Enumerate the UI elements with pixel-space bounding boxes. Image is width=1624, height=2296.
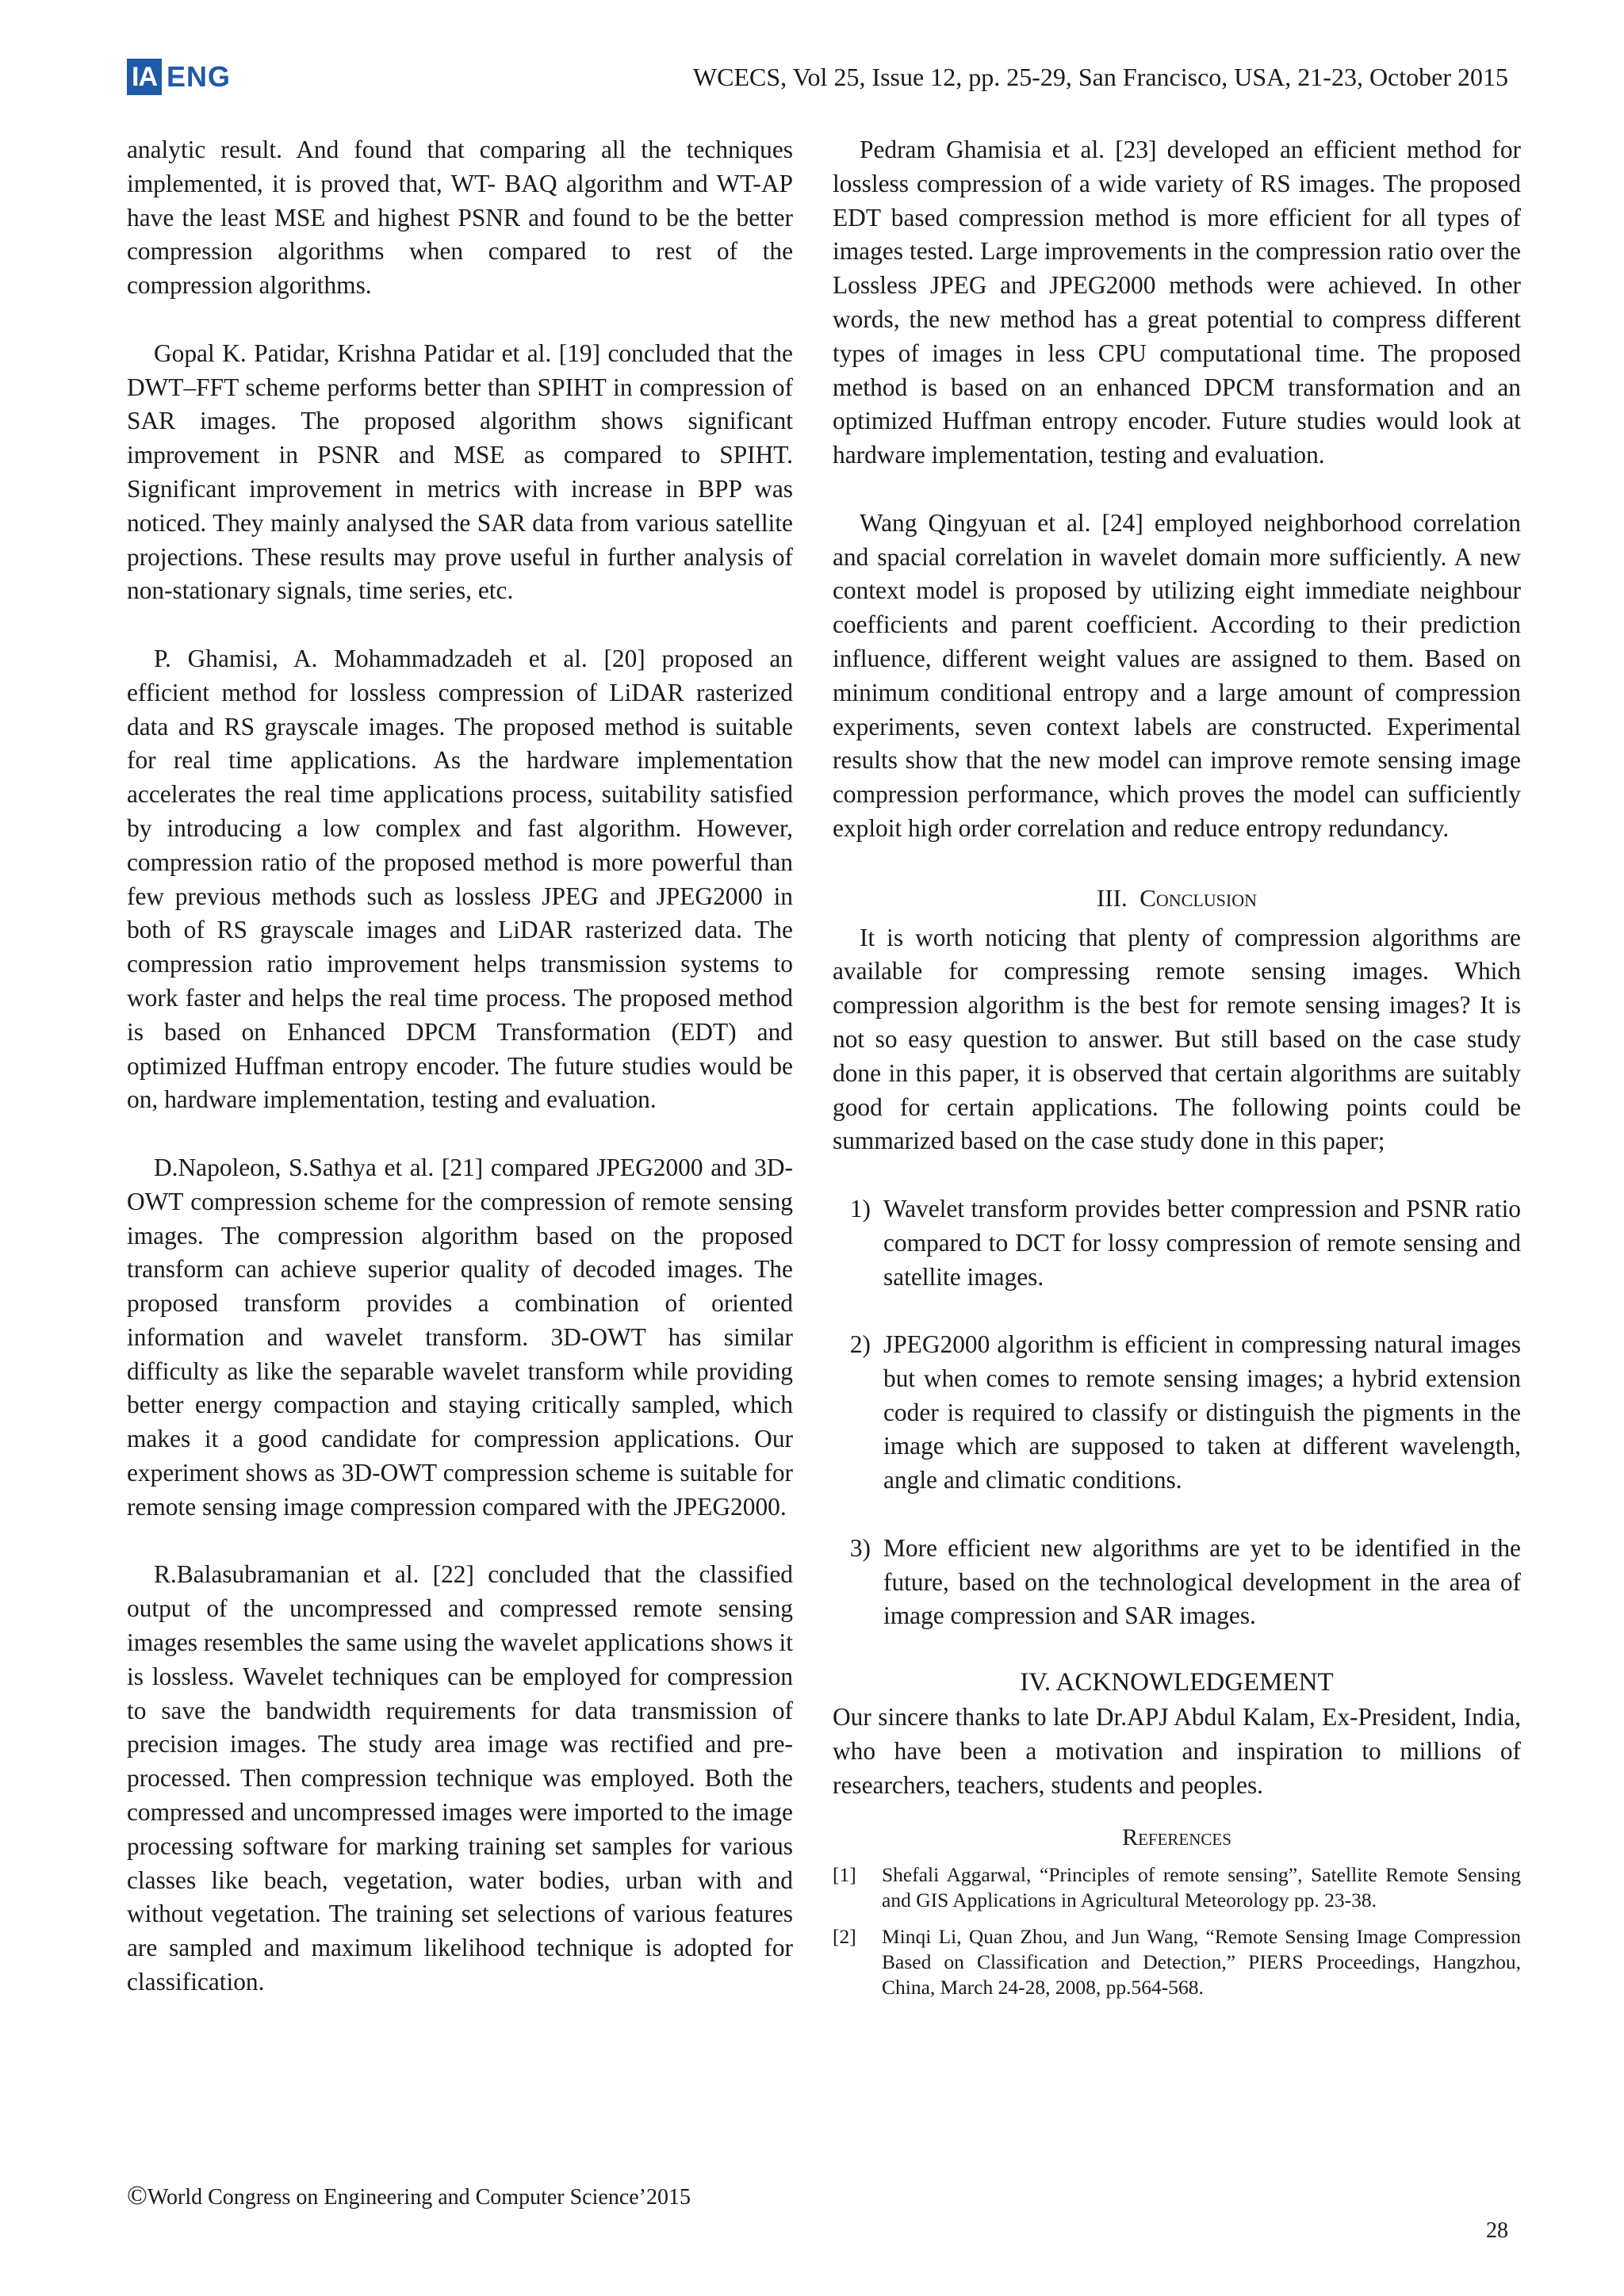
- list-item-number: 2): [849, 1330, 871, 1359]
- paragraph-ghamisi: P. Ghamisi, A. Mohammadzadeh et al. [20] proposed an efficient method for lossless compression of LiDAR rasterized data and RS grayscale images. The proposed method is suitable for real time applications. As the hardware implementation accelerates the real time applications process, suitability satisfied by introducing a low complex and fast algorithm. However, compression ratio of the proposed method is more powerful than few previous methods such as lossless JPEG and JPEG2000 in both of RS grayscale images and LiDAR rasterized data. The compression ratio improvement helps transmission systems to work faster and helps the real time process. The proposed method is based on Enhanced DPCM Transformation (EDT) and optimized Huffman entropy encoder. The future studies would be on, hardware implementation, testing and evaluation.: [127, 644, 793, 1114]
- logo-word: ENG: [167, 60, 232, 93]
- section-heading-references: References: [1122, 1824, 1231, 1851]
- conclusion-title: Conclusion: [1139, 883, 1258, 912]
- paragraph-continuation: analytic result. And found that comparing all the techniques implemented, it is proved that, WT- BAQ algorithm and WT-AP have the least MSE and highest PSNR and found to be the better compression algorithms when compared to rest of the compression algorithms.: [127, 136, 793, 300]
- paragraph-patidar: Gopal K. Patidar, Krishna Patidar et al. [19] concluded that the DWT–FFT scheme performs better than SPIHT in compression of SAR images. The proposed algorithm shows significant improvement in PSNR and MSE as compared to SPIHT. Significant improvement in metrics with increase in BPP was noticed. They mainly analysed the SAR data from various satellite projections. These results may prove useful in further analysis of non-stationary signals, time series, etc.: [127, 339, 793, 605]
- list-item-text: More efficient new algorithms are yet to be identified in the future, based on the technological development in the area of image compression and SAR images.: [883, 1533, 1521, 1630]
- copyright-text: World Congress on Engineering and Computer Science’2015: [147, 2185, 691, 2210]
- paragraph-ghamisia: Pedram Ghamisia et al. [23] developed an efficient method for lossless compression of a wide variety of RS images. The proposed EDT based compression method is more efficient for all types of images tested. Large improvements in the compression ratio over the Lossless JPEG and JPEG2000 methods were achieved. In other words, the new method has a great potential to compress different types of images in less CPU computational time. The proposed method is based on an enhanced DPCM transformation and an optimized Huffman entropy encoder. Future studies would look at hardware implementation, testing and evaluation.: [833, 136, 1521, 469]
- list-item-number: 1): [849, 1194, 871, 1223]
- conclusion-numeral: III.: [1096, 883, 1128, 912]
- list-item: [833, 1192, 1521, 1294]
- list-item: [833, 1532, 1521, 1633]
- footer-copyright: [127, 2182, 691, 2212]
- paragraph-qingyuan: Wang Qingyuan et al. [24] employed neighborhood correlation and spacial correlation in wavelet domain more sufficiently. A new context model is proposed by utilizing eight immediate neighbour coefficients and parent coefficient. According to their prediction influence, different weight values are assigned to them. Based on minimum conditional entropy and a large amount of compression experiments, seven context labels are constructed. Experimental results show that the new model can improve remote sensing image compression performance, which proves the model can sufficiently exploit high order correlation and reduce entropy redundancy.: [833, 508, 1521, 842]
- running-header: WCECS, Vol 25, Issue 12, pp. 25-29, San Francisco, USA, 21-23, October 2015: [692, 63, 1508, 91]
- section-heading-acknowledgement: IV. ACKNOWLEDGEMENT: [1020, 1668, 1334, 1697]
- paragraph-napoleon: D.Napoleon, S.Sathya et al. [21] compared JPEG2000 and 3D-OWT compression scheme for the compression of remote sensing images. The compression algorithm based on the proposed transform can achieve superior quality of decoded images. The proposed transform provides a combination of oriented information and wavelet transform. 3D-OWT has similar difficulty as like the separable wavelet transform while providing better energy compaction and staying critically sampled, which makes it a good candidate for compression applications. Our experiment shows as 3D-OWT compression scheme is suitable for remote sensing image compression compared with the JPEG2000.: [127, 1153, 793, 1521]
- list-item-text: JPEG2000 algorithm is efficient in compressing natural images but when comes to remote sensing images; a hybrid extension coder is required to classify or distinguish the pigments in the image which are supposed to taken at different wavelength, angle and climatic conditions.: [883, 1330, 1521, 1494]
- page-number: 28: [1486, 2218, 1508, 2243]
- ieng-logo: [127, 59, 231, 95]
- list-item: [833, 1328, 1521, 1498]
- right-column: [833, 133, 1521, 2011]
- list-item-text: Wavelet transform provides better compression and PSNR ratio compared to DCT for lossy compression of remote sensing and satellite images.: [883, 1194, 1521, 1291]
- reference-item: [833, 1862, 1521, 1913]
- section-heading-conclusion: [833, 880, 1521, 916]
- reference-text: Minqi Li, Quan Zhou, and Jun Wang, “Remote Sensing Image Compression Based on Classification and Detection,” PIERS Proceedings, Hangzhou, China, March 24-28, 2008, pp.564-568.: [882, 1925, 1521, 1999]
- paragraph-conclusion: It is worth noticing that plenty of compression algorithms are available for compressing remote sensing images. Which compression algorithm is the best for remote sensing images? It is not so easy question to answer. But still based on the case study done in this paper, it is observed that certain algorithms are suitably good for certain applications. The following points could be summarized based on the case study done in this paper;: [833, 923, 1521, 1155]
- paragraph-acknowledgement: Our sincere thanks to late Dr.APJ Abdul Kalam, Ex-President, India, who have been a motivation and inspiration to millions of researchers, teachers, students and peoples.: [833, 1703, 1521, 1799]
- reference-item: [833, 1924, 1521, 2000]
- reference-number: [2]: [833, 1925, 856, 1949]
- list-item-number: 3): [849, 1533, 871, 1562]
- logo-mark: IA: [127, 59, 162, 95]
- copyright-symbol: ©: [127, 2181, 147, 2210]
- reference-number: [1]: [833, 1863, 856, 1887]
- reference-text: Shefali Aggarwal, “Principles of remote sensing”, Satellite Remote Sensing and GIS Applications in Agricultural Meteorology pp. 23-38.: [882, 1863, 1521, 1912]
- paragraph-balasubramanian: R.Balasubramanian et al. [22] concluded that the classified output of the uncompressed and compressed remote sensing images resembles the same using the wavelet applications shows it is lossless. Wavelet techniques can be employed for compression to save the bandwidth requirements for data transmission of precision images. The study area image was rectified and pre-processed. Then compression technique was employed. Both the compressed and uncompressed images were imported to the image processing software for marking training set samples for various classes like beach, vegetation, water bodies, urban with and without vegetation. The training set selections of various features are sampled and maximum likelihood technique is adopted for classification.: [127, 1560, 793, 1996]
- left-column: [127, 133, 793, 1999]
